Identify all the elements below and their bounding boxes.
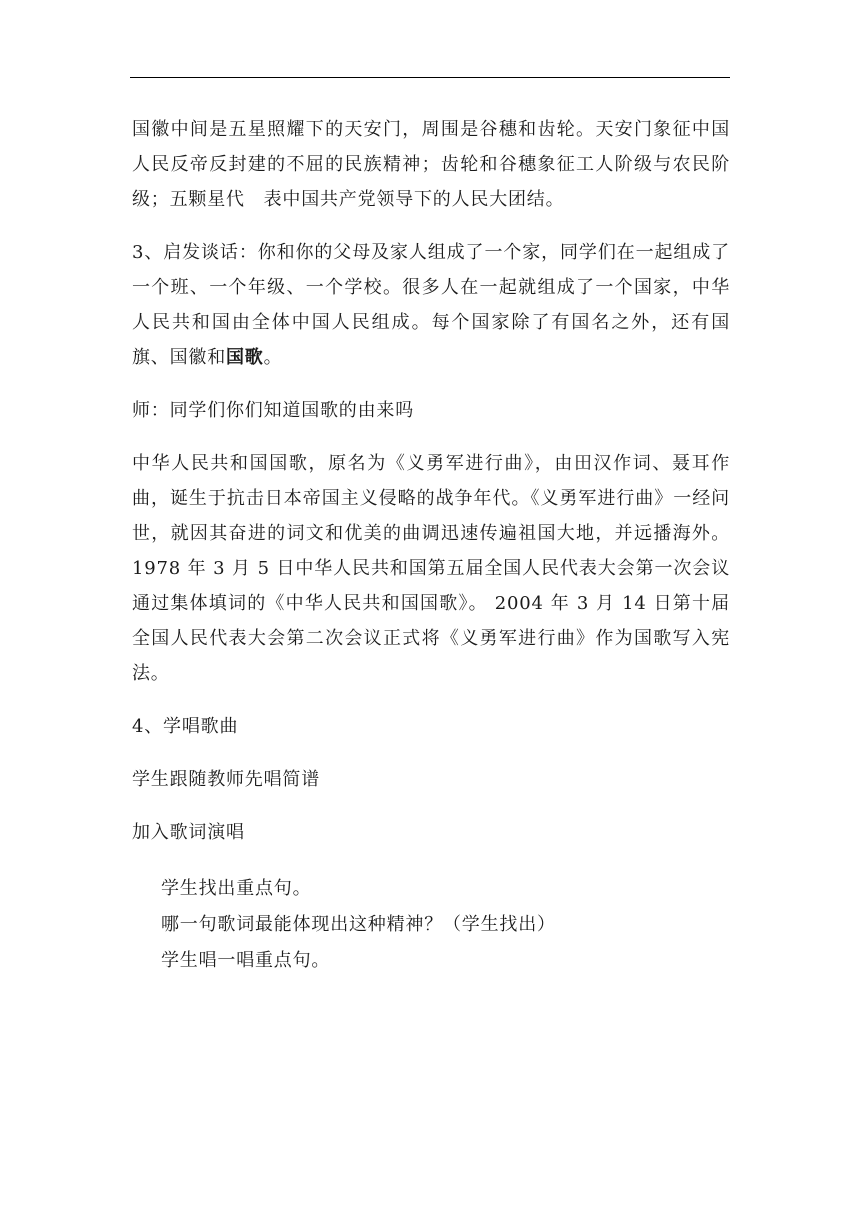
paragraph-anthem-history: 中华人民共和国国歌，原名为《义勇军进行曲》，由田汉作词、聂耳作曲，诞生于抗击日本帝国主义侵略的战争年代。《义勇军进行曲》一经问世，就因其奋进的词文和优美的曲调迅速传遍祖国大地，并远播海外。1978 年 3 月 5 日中华人民共和国第五届全国人民代表大会第一次会议通过集体填词的《中华人民共和国国歌》。 2004 年 3 月 14 日第十届全国人民代表大会第二次会议正式将《义勇军进行曲》作为国歌写入宪法。	[132, 453, 730, 684]
header-rule	[130, 77, 730, 78]
national-anthem-bold: 国歌	[226, 347, 264, 368]
paragraph-inspiring-talk	[132, 235, 730, 375]
inspiring-talk-end: 。	[263, 347, 283, 368]
paragraph-teacher-question: 师：同学们你们知道国歌的由来吗	[132, 400, 414, 421]
inspiring-talk-text: 3、启发谈话：你和你的父母及家人组成了一个家，同学们在一起组成了一个班、一个年级、一个学校。很多人在一起就组成了一个国家，中华人民共和国由全体中国人民组成。每个国家除了有国名之外，还有国旗、国徽和	[132, 242, 730, 368]
paragraph-add-lyrics: 加入歌词演唱	[132, 822, 245, 843]
paragraph-which-lyric: 哪一句歌词最能体现出这种精神？（学生找出）	[161, 914, 556, 935]
paragraph-national-emblem: 国徽中间是五星照耀下的天安门，周围是谷穗和齿轮。天安门象征中国人民反帝反封建的不屈的民族精神；齿轮和谷穗象征工人阶级与农民阶级；五颗星代 表中国共产党领导下的人民大团结。	[132, 119, 730, 210]
paragraph-learn-song: 4、学唱歌曲	[132, 716, 239, 737]
paragraph-find-key-sentence: 学生找出重点句。	[161, 878, 312, 899]
document-body	[132, 112, 730, 978]
paragraph-sing-key-sentence: 学生唱一唱重点句。	[161, 950, 331, 971]
paragraph-sing-notation: 学生跟随教师先唱简谱	[132, 769, 320, 790]
